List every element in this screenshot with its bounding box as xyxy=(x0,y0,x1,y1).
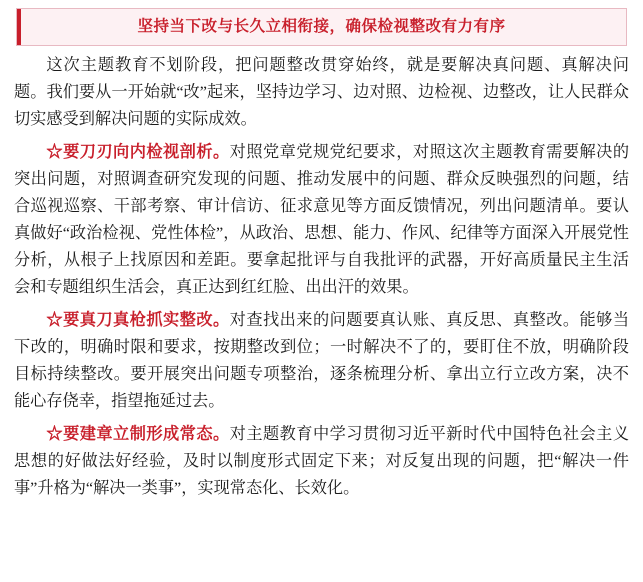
paragraph-text: 对查找出来的问题要真认账、真反思、真整改。能够当下改的，明确时限和要求，按期整改到位；一时解决不了的，要盯住不放，明确阶段目标持续整改。要开展突出问题专项整治，逐条梳理分析、拿出立行立改方案，决不能心存侥幸，指望拖延过去。 xyxy=(14,311,630,410)
paragraph-point-2 xyxy=(14,307,629,415)
paragraph-text: 对主题教育中学习贯彻习近平新时代中国特色社会主义思想的好做法好经验，及时以制度形式固定下来；对反复出现的问题，把“解决一件事”升格为“解决一类事”，实现常态化、长效化。 xyxy=(14,425,630,497)
star-icon: ☆ xyxy=(46,311,64,329)
paragraph-intro xyxy=(14,52,629,133)
star-icon: ☆ xyxy=(46,143,64,161)
document-title-banner xyxy=(16,8,627,46)
document-body xyxy=(0,46,643,502)
paragraph-point-3 xyxy=(14,421,629,502)
paragraph-lead: 要刀刃向内检视剖析。 xyxy=(63,143,230,161)
paragraph-lead: 要建章立制形成常态。 xyxy=(63,425,230,443)
paragraph-point-1 xyxy=(14,139,629,301)
paragraph-text: 这次主题教育不划阶段，把问题整改贯穿始终，就是要解决真问题、真解决问题。我们要从一开始就“改”起来，坚持边学习、边对照、边检视、边整改，让人民群众切实感受到解决问题的实际成效。 xyxy=(14,56,629,128)
page-title: 坚持当下改与长久立相衔接，确保检视整改有力有序 xyxy=(137,18,506,36)
document-page xyxy=(0,8,643,582)
paragraph-text: 对照党章党规党纪要求，对照这次主题教育需要解决的突出问题，对照调查研究发现的问题、推动发展中的问题、群众反映强烈的问题，结合巡视巡察、干部考察、审计信访、征求意见等方面反馈情况，列出问题清单。要认真做好“政治检视、党性体检”，从政治、思想、能力、作风、纪律等方面深入开展党性分析，从根子上找原因和差距。要拿起批评与自我批评的武器，开好高质量民主生活会和专题组织生活会，真正达到红红脸、出出汗的效果。 xyxy=(14,143,630,296)
paragraph-lead: 要真刀真枪抓实整改。 xyxy=(63,311,230,329)
star-icon: ☆ xyxy=(46,425,64,443)
